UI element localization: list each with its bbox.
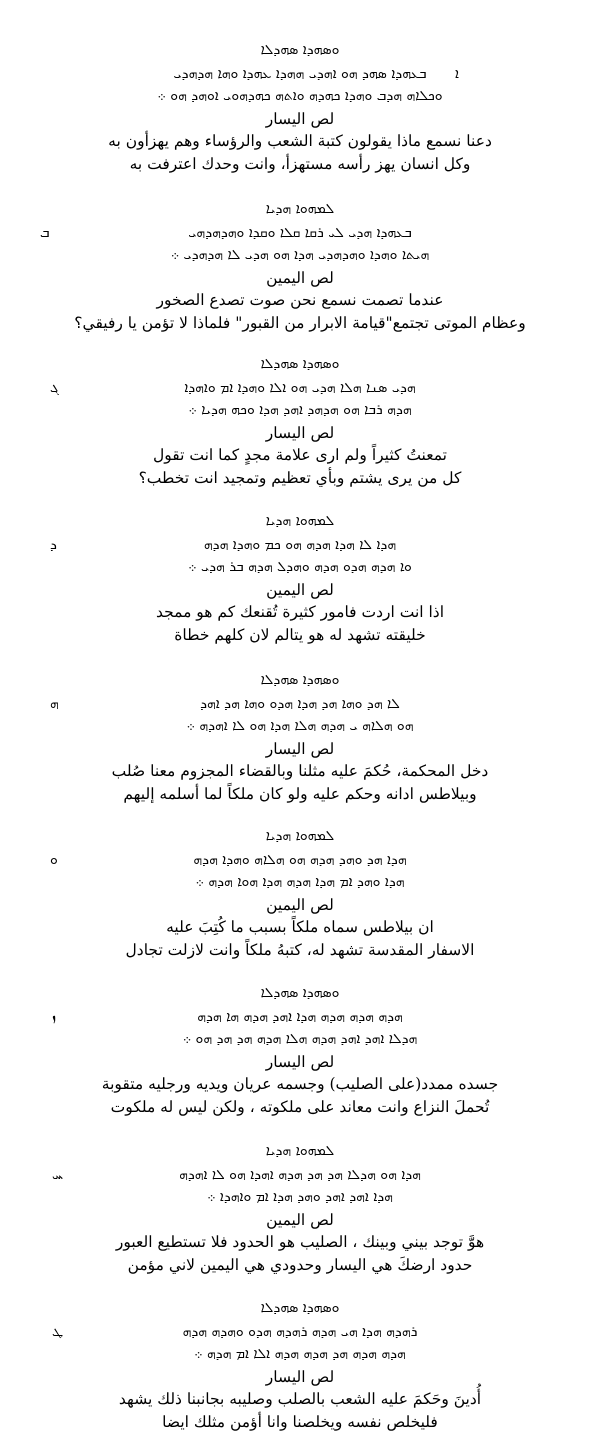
syriac-line: ܒܥܗܕܐ ܣܗܕ ܗܘ ܐܗܕܝ ܗܗܕܐ ܥܗܕܐ ܘܗܐ ܗܕܗܕܝ (173, 66, 427, 82)
speaker-label: لص اليسار (265, 1053, 335, 1071)
syriac-line: ܗܘ ܗܠܐܗ ܝ ܗܕܗ ܗܠܐ ܗܕܐ ܗܘ ܠܐ ܐܗܕܗ ܀ (186, 718, 414, 734)
speaker-label: لص اليسار (265, 110, 335, 128)
stanza-letter-marker: ܚ (52, 1167, 63, 1183)
arabic-line: هوَّ توجد بيني وبينك ، الصليب هو الحدود فلا تستطيع العبور (115, 1233, 485, 1251)
stanza-letter-marker: ܛ (52, 1324, 64, 1340)
arabic-line: خليقته تشهد له هو يتالم لان كلهم خطاة (174, 626, 426, 644)
stanza-heading: ܠܡܗܘܐ ܗܕܝܐ (265, 513, 335, 529)
speaker-label: لص اليمين (266, 269, 334, 287)
syriac-line: ܗܕܝ ܣܢܐ ܗܠܐ ܗܕܝ ܗܘ ܐܠܐ ܘܗܕܐ ܐܡ ܘܐܗܕܐ (184, 380, 416, 396)
syriac-line: ܒܥܗܕܐ ܗܕܝ ܠܝ ܪܩܐ ܩܠܐ ܘܩܕܐ ܘܗܕܗܕܗܝ (188, 225, 412, 241)
stanza-heading: ܠܡܗܘܐ ܗܕܝܐ (265, 201, 335, 217)
arabic-line: ان بيلاطس سماه ملكاً بسبب ما كُتِبَ عليه (166, 918, 434, 936)
syriac-line: ܗܝܬܐ ܘܗܕܐ ܘܗܕܗܕܝ ܗܕܐ ܗܘ ܗܕܝ ܠܐ ܗܕܗܕܝ ܀ (170, 247, 430, 263)
syriac-line: ܗܕܗ ܪܒܐ ܗܘ ܗܕܗܕ ܐܗܕ ܗܕܐ ܘܟܗ ܗܕܝܐ ܀ (188, 402, 412, 418)
speaker-label: لص اليسار (265, 424, 335, 442)
syriac-line: ܗܕܐ ܗܕ ܘܗܕ ܗܕܗ ܗܘ ܗܠܐܗ ܘܗܕܐ ܗܕܗ (193, 852, 407, 868)
syriac-line: ܗܕܐ ܗܘ ܗܕܠܐ ܗܕ ܗܕ ܗܕܗ ܐܗܕܐ ܗܘ ܠܐ ܐܗܕܗ (179, 1167, 421, 1183)
stanza-heading: ܠܡܗܘܐ ܗܕܝܐ (265, 1143, 335, 1159)
arabic-line: وبيلاطس ادانه وحكم عليه ولو كان ملكاً لما أسلمه إليهم (123, 785, 477, 803)
speaker-label: لص اليمين (266, 1211, 334, 1229)
speaker-label: لص اليسار (265, 1368, 335, 1386)
syriac-line: ܗܕܗ ܗܕܗ ܗܕ ܗܕܗ ܗܕܗ ܐܠܐ ܐܡ ܗܕܗ ܀ (194, 1346, 406, 1362)
stanza-letter-marker: ܕ (50, 537, 57, 553)
arabic-line: فليخلص نفسه ويخلصنا وانا أؤمن مثلك ايضا (162, 1413, 438, 1431)
stanza-letter-marker: ܓ (50, 380, 60, 396)
syriac-line: ܘܟܠܐܗ ܗܕܒ ܘܗܕܐ ܟܗܕܗ ܘܐܬܗ ܟܗܕܗܘܝ ܐܘܗܕ ܗܘ ܀ (157, 88, 443, 104)
syriac-line: ܪܗܕܗ ܗܕܐ ܗܝ ܗܕܗ ܪܗܕܗ ܗܕܘ ܘܗܕܗ ܗܕܗ (182, 1324, 418, 1340)
arabic-line: دخل المحكمة، حُكمَ عليه مثلنا وبالقضاء المجزوم معنا صُلب (111, 762, 489, 780)
speaker-label: لص اليمين (266, 581, 334, 599)
arabic-line: دعنا نسمع ماذا يقولون كتبة الشعب والرؤساء وهم يهزأون به (108, 132, 492, 150)
stanza-heading: ܘܣܗܕܐ ܣܗܕܠܐ (260, 1300, 340, 1316)
arabic-line: وكل انسان يهز رأسه مستهزأ، وانت وحدك اعترفت به (129, 155, 471, 173)
stanza-heading: ܘܣܗܕܐ ܣܗܕܠܐ (260, 42, 340, 58)
stanza-heading: ܠܡܗܘܐ ܗܕܝܐ (265, 828, 335, 844)
arabic-line: جسده ممدد(على الصليب) وجسمه عريان ويديه ورجليه متقوبة (101, 1075, 499, 1093)
arabic-line: اذا انت اردت فامور كثيرة تُقنعك كم هو ممجد (155, 603, 445, 621)
arabic-line: وعظام الموتى تجتمع"قيامة الابرار من القبور" فلماذا لا تؤمن يا رفيقي؟ (74, 314, 526, 332)
stanza-heading: ܘܣܗܕܐ ܣܗܕܠܐ (260, 356, 340, 372)
stanza-letter-marker: ܙ (52, 1009, 57, 1025)
speaker-label: لص اليمين (266, 896, 334, 914)
syriac-line: ܗܕܐ ܠܐ ܗܕܐ ܗܕܗ ܗܘ ܟܡ ܘܗܕܐ ܗܕܗ (203, 537, 397, 553)
stanza-heading: ܘܣܗܕܐ ܣܗܕܠܐ (260, 985, 340, 1001)
stanza-letter-marker: ܘ (50, 852, 58, 868)
arabic-line: تُحملَ النزاع وانت معاند على ملكوته ، ولكن ليس له ملكوت (110, 1098, 490, 1116)
syriac-line: ܗܕܠܐ ܐܗܕ ܐܗܕ ܗܕܗ ܗܠܐ ܗܕܗ ܗܕ ܗܕ ܗܘ ܀ (182, 1031, 418, 1047)
arabic-line: تمعنتُ كثيراً ولم ارى علامة مجدٍ كما انت تقول (153, 446, 447, 464)
syriac-line: ܗܕܐ ܘܗܕ ܐܡ ܗܕܐ ܗܕܗ ܗܕܐ ܗܘܐ ܗܕܗ ܀ (195, 874, 405, 890)
stanza-letter-marker: ܗ (50, 696, 59, 712)
stanza-heading: ܘܣܗܕܐ ܣܗܕܠܐ (260, 672, 340, 688)
arabic-line: عندما تصمت نسمع نحن صوت تصدع الصخور (156, 291, 444, 309)
arabic-line: حدود ارضكَ هي اليسار وحدودي هي اليمين لاني مؤمن (127, 1256, 473, 1274)
syriac-line: ܠܐ ܗܕ ܘܗܐ ܗܕ ܗܕܐ ܗܕܘ ܘܗܐ ܗܕ ܐܗܕ (200, 696, 400, 712)
arabic-line: الاسفار المقدسة تشهد له، كتبهُ ملكاً وانت لازلت تجادل (125, 941, 475, 959)
arabic-line: كل من يرى يشتم وبأي تعظيم وتمجيد انت تخطب؟ (138, 469, 462, 487)
syriac-line: ܗܕܐ ܐܗܕ ܐܗܕ ܘܗܕ ܗܕܐ ܐܡ ܘܐܗܕܐ ܀ (207, 1189, 393, 1205)
speaker-label: لص اليسار (265, 740, 335, 758)
stanza-letter-marker: ܒ (40, 225, 50, 241)
stanza-letter-marker: ܐ (455, 66, 459, 82)
arabic-line: أُدينَ وحَكمَ عليه الشعب بالصلب وصليبه بجانبنا ذلك يشهد (118, 1390, 482, 1408)
syriac-line: ܘܐ ܗܕܗ ܗܕܘ ܗܕܗ ܘܗܕܠ ܗܕܗ ܒܪ ܗܕܝ ܀ (188, 559, 412, 575)
syriac-line: ܗܕܗ ܗܕܗ ܗܕܗ ܗܕܐ ܐܗܕ ܗܕܗ ܗܐ ܗܕܗ (197, 1009, 403, 1025)
